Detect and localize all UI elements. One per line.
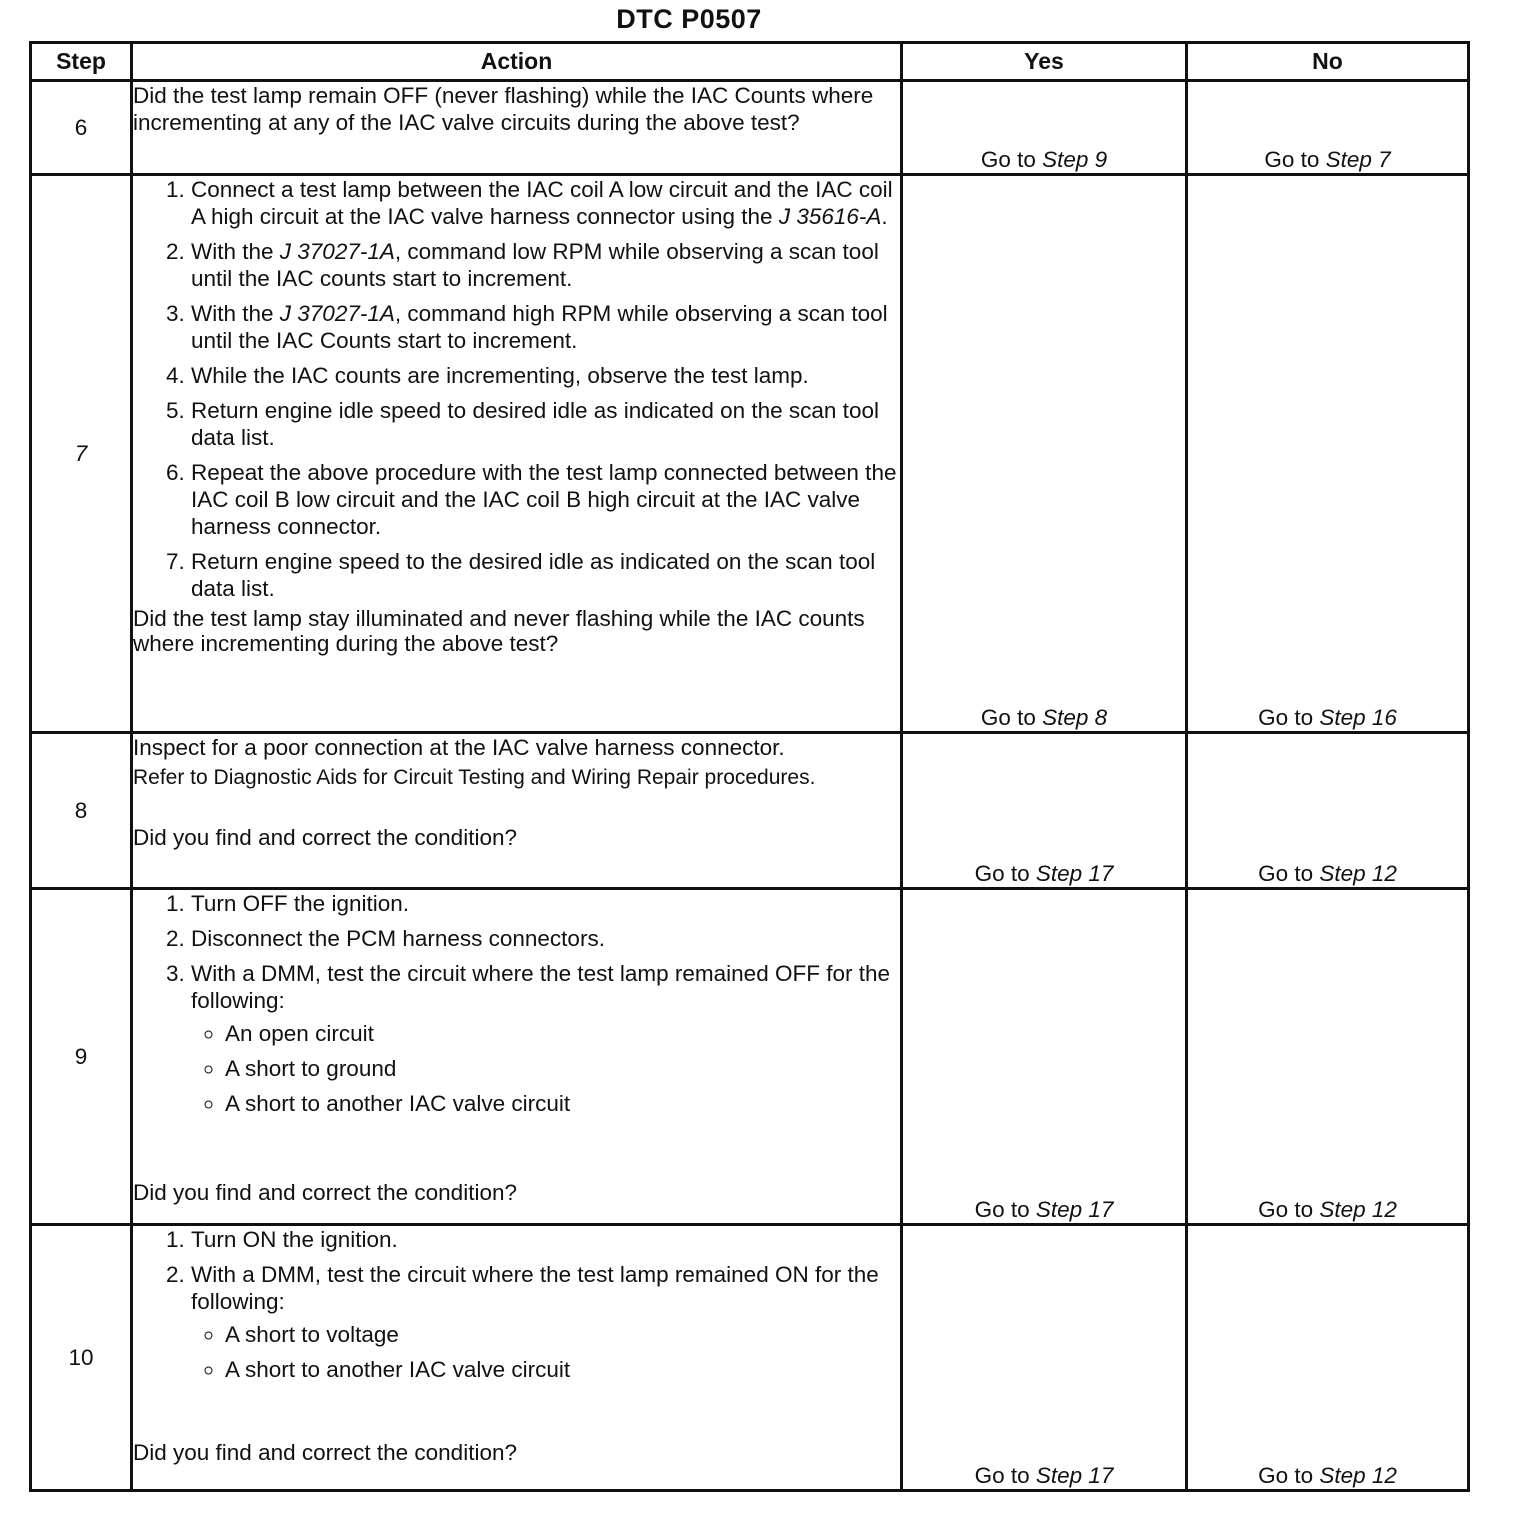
list-item: 3. With the J 37027-1A, command high RPM while observing a scan tool until the IAC Counts start to increment. (191, 300, 900, 354)
yes-cell (902, 889, 1187, 1225)
procedure-list (133, 1226, 900, 1383)
table-header-row (31, 43, 1469, 81)
table-row (31, 81, 1469, 175)
action-cell (132, 733, 902, 889)
step-number: 9 (31, 889, 132, 1225)
header-yes: Yes (902, 43, 1187, 81)
question-text: Did the test lamp remain OFF (never flashing) while the IAC Counts where incrementing at any of the IAC valve circuits during the above test? (133, 83, 874, 135)
bullet-item: ◦ An open circuit (225, 1020, 900, 1047)
header-step: Step (31, 43, 132, 81)
no-step-link: Step 12 (1319, 1463, 1397, 1488)
question-text: Did the test lamp stay illuminated and never flashing while the IAC counts where incrementing during the above test? (133, 606, 865, 656)
no-step-link: Step 16 (1319, 705, 1397, 730)
list-item: 2. Disconnect the PCM harness connectors. (191, 925, 900, 952)
no-cell (1187, 733, 1469, 889)
action-cell (132, 81, 902, 175)
list-item: 2. With a DMM, test the circuit where the test lamp remained ON for the following: ◦ A short to voltage ◦ A short to another IAC valve circuit (191, 1261, 900, 1383)
no-prefix: Go to (1258, 705, 1314, 730)
bullet-list (191, 1321, 900, 1383)
yes-cell (902, 733, 1187, 889)
no-step-link: Step 12 (1319, 861, 1397, 886)
question-text: Did you find and correct the condition? (133, 825, 517, 850)
yes-step-link: Step 9 (1042, 147, 1108, 172)
procedure-list (133, 890, 900, 1117)
procedure-list (133, 176, 900, 602)
list-item: 7. Return engine speed to the desired idle as indicated on the scan tool data list. (191, 548, 900, 602)
action-cell (132, 175, 902, 733)
yes-step-link: Step 17 (1035, 861, 1114, 886)
step-number: 8 (31, 733, 132, 889)
no-cell (1187, 1225, 1469, 1491)
no-prefix: Go to (1258, 861, 1314, 886)
header-no: No (1187, 43, 1469, 81)
list-item: 2. With the J 37027-1A, command low RPM while observing a scan tool until the IAC counts start to increment. (191, 238, 900, 292)
inspect-text: Inspect for a poor connection at the IAC valve harness connector. (133, 735, 785, 760)
tool-reference: J 35616-A (778, 204, 882, 229)
yes-cell (902, 175, 1187, 733)
header-action: Action (132, 43, 902, 81)
bullet-list (191, 1020, 900, 1117)
list-item: 5. Return engine idle speed to desired idle as indicated on the scan tool data list. (191, 397, 900, 451)
yes-prefix: Go to (980, 705, 1036, 730)
no-cell (1187, 81, 1469, 175)
no-prefix: Go to (1264, 147, 1320, 172)
yes-prefix: Go to (974, 1463, 1030, 1488)
list-item: 4. While the IAC counts are incrementing, observe the test lamp. (191, 362, 900, 389)
question-text: Did you find and correct the condition? (133, 1180, 517, 1205)
step-number: 7 (31, 175, 132, 733)
yes-prefix: Go to (974, 861, 1030, 886)
yes-cell (902, 81, 1187, 175)
bullet-item: ◦ A short to ground (225, 1055, 900, 1082)
list-item: 1. Turn OFF the ignition. (191, 890, 900, 917)
no-prefix: Go to (1258, 1197, 1314, 1222)
yes-step-link: Step 17 (1035, 1463, 1114, 1488)
no-cell (1187, 889, 1469, 1225)
no-step-link: Step 7 (1325, 147, 1391, 172)
action-cell (132, 889, 902, 1225)
refer-text: Refer to Diagnostic Aids for Circuit Testing and Wiring Repair procedures. (133, 766, 816, 789)
diagnostic-table (29, 41, 1470, 1492)
bullet-item: ◦ A short to another IAC valve circuit (225, 1356, 900, 1383)
no-step-link: Step 12 (1319, 1197, 1397, 1222)
yes-step-link: Step 17 (1035, 1197, 1114, 1222)
table-row (31, 175, 1469, 733)
no-cell (1187, 175, 1469, 733)
bullet-item: ◦ A short to voltage (225, 1321, 900, 1348)
yes-step-link: Step 8 (1042, 705, 1108, 730)
action-cell (132, 1225, 902, 1491)
tool-reference: J 37027-1A (279, 301, 395, 326)
no-prefix: Go to (1258, 1463, 1314, 1488)
page-title: DTC P0507 (616, 4, 762, 34)
list-item: 3. With a DMM, test the circuit where the test lamp remained OFF for the following: ◦ An open circuit ◦ A short to ground ◦ A short to another IAC valve circuit (191, 960, 900, 1117)
question-text: Did you find and correct the condition? (133, 1440, 517, 1465)
bullet-item: ◦ A short to another IAC valve circuit (225, 1090, 900, 1117)
list-item: 6. Repeat the above procedure with the test lamp connected between the IAC coil B low circuit and the IAC coil B high circuit at the IAC valve harness connector. (191, 459, 900, 540)
yes-prefix: Go to (980, 147, 1036, 172)
list-item: 1. Connect a test lamp between the IAC coil A low circuit and the IAC coil A high circuit at the IAC valve harness connector using the J 35616-A. (191, 176, 900, 230)
tool-reference: J 37027-1A (279, 239, 395, 264)
table-row (31, 733, 1469, 889)
step-number: 10 (31, 1225, 132, 1491)
step-number: 6 (31, 81, 132, 175)
table-row (31, 889, 1469, 1225)
list-item: 1. Turn ON the ignition. (191, 1226, 900, 1253)
table-row (31, 1225, 1469, 1491)
yes-cell (902, 1225, 1187, 1491)
yes-prefix: Go to (974, 1197, 1030, 1222)
